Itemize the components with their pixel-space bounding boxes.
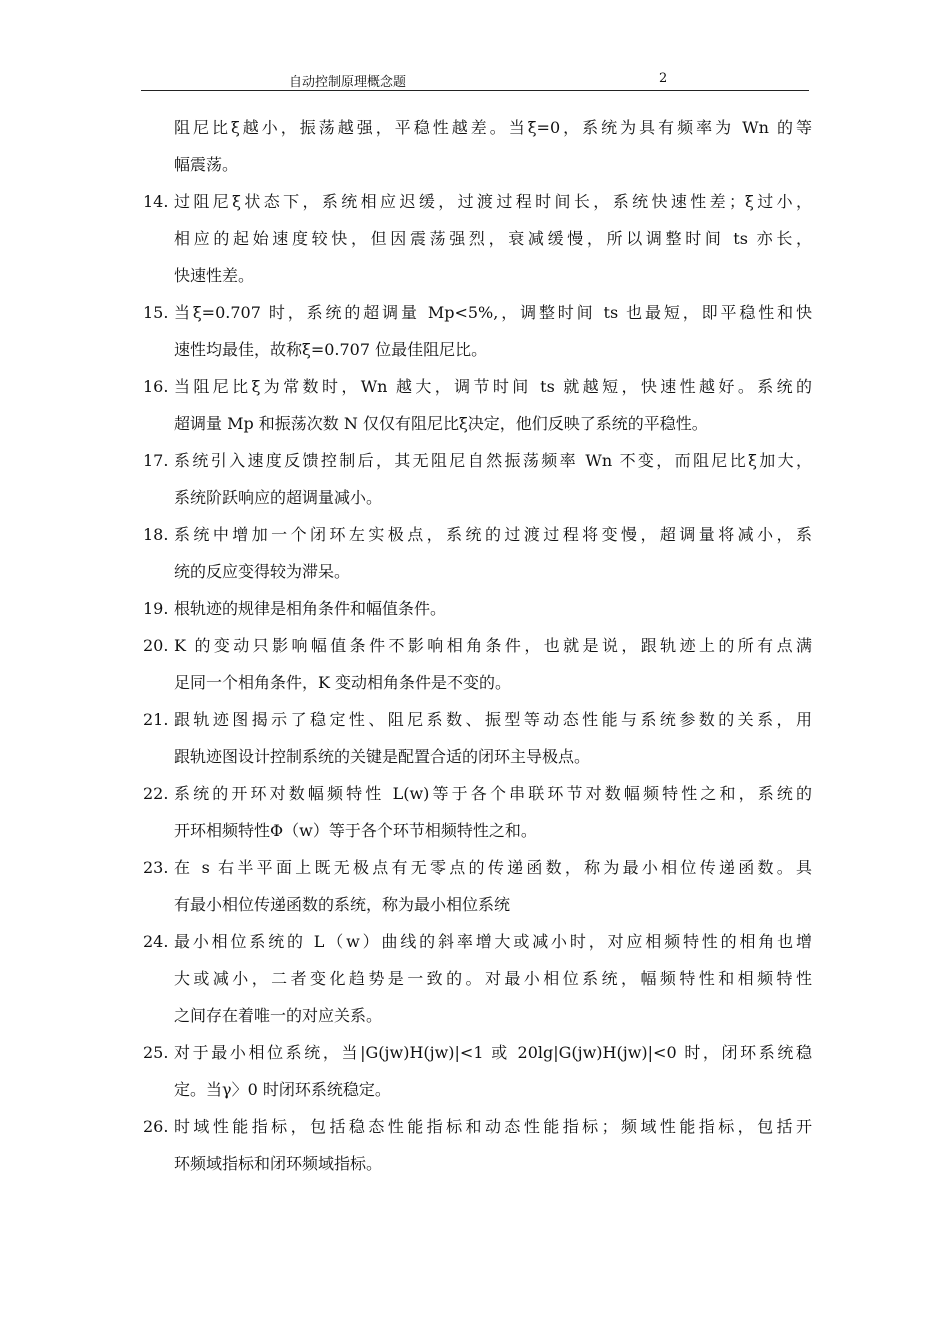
header-title: 自动控制原理概念题	[289, 75, 407, 90]
list-item-21	[140, 705, 812, 772]
text-line: 足同一个相角条件，K 变动相角条件是不变的。	[174, 673, 512, 692]
list-item-22	[140, 779, 812, 846]
item-number: 24.	[143, 932, 169, 951]
text-line: 当阻尼比ξ为常数时，Wn 越大，调节时间 ts 就越短，快速性越好。系统的	[174, 377, 812, 396]
text-line: 在 s 右半平面上既无极点有无零点的传递函数，称为最小相位传递函数。具	[174, 858, 812, 877]
text-line: 定。当γ〉0 时闭环系统稳定。	[174, 1080, 391, 1099]
text-line: 相应的起始速度较快，但因震荡强烈，衰减缓慢，所以调整时间 ts 亦长，	[174, 229, 812, 248]
text-line: 跟轨迹图揭示了稳定性、阻尼系数、振型等动态性能与系统参数的关系，用	[174, 710, 812, 729]
text-line: 时域性能指标，包括稳态性能指标和动态性能指标；频域性能指标，包括开	[174, 1117, 812, 1136]
paragraph-continuation	[140, 113, 812, 180]
text-line: 系统中增加一个闭环左实极点，系统的过渡过程将变慢，超调量将减小，系	[174, 525, 812, 544]
item-number: 16.	[143, 377, 169, 396]
item-number: 20.	[143, 636, 169, 655]
list-item-24	[140, 927, 812, 1031]
item-number: 22.	[143, 784, 169, 803]
item-number: 15.	[143, 303, 169, 322]
text-line: 当ξ=0.707 时，系统的超调量 Mp<5%,，调整时间 ts 也最短，即平稳性和快	[174, 303, 812, 322]
text-line: 系统阶跃响应的超调量减小。	[174, 488, 383, 507]
text-line: 快速性差。	[174, 266, 255, 285]
text-line: 开环相频特性Φ（w）等于各个环节相频特性之和。	[174, 821, 537, 840]
item-number: 14.	[143, 192, 169, 211]
item-number: 17.	[143, 451, 169, 470]
text-line: 统的反应变得较为滞呆。	[174, 562, 351, 581]
text-line: 之间存在着唯一的对应关系。	[174, 1006, 383, 1025]
text-line: 系统的开环对数幅频特性 L(w)等于各个串联环节对数幅频特性之和，系统的	[174, 784, 812, 803]
text-line: 有最小相位传递函数的系统，称为最小相位系统	[174, 895, 511, 914]
item-number: 21.	[143, 710, 169, 729]
text-line: 速性均最佳，故称ξ=0.707 位最佳阻尼比。	[174, 340, 488, 359]
item-number: 23.	[143, 858, 169, 877]
text-line: 根轨迹的规律是相角条件和幅值条件。	[174, 599, 447, 618]
text-line: 最小相位系统的 L（w）曲线的斜率增大或减小时，对应相频特性的相角也增	[174, 932, 812, 951]
list-item-20	[140, 631, 812, 698]
item-number: 26.	[143, 1117, 169, 1136]
list-item-26	[140, 1112, 812, 1179]
text-line: 过阻尼ξ状态下，系统相应迟缓，过渡过程时间长，系统快速性差；ξ过小，	[174, 192, 812, 211]
list-item-14	[140, 187, 812, 291]
text-line: 幅震荡。	[174, 155, 239, 174]
text-line: 阻尼比ξ越小，振荡越强，平稳性越差。当ξ=0，系统为具有频率为 Wn 的等	[174, 118, 812, 137]
page-header	[141, 68, 809, 91]
text-line: 系统引入速度反馈控制后，其无阻尼自然振荡频率 Wn 不变，而阻尼比ξ加大，	[174, 451, 812, 470]
list-item-15	[140, 298, 812, 365]
text-line: 跟轨迹图设计控制系统的关键是配置合适的闭环主导极点。	[174, 747, 591, 766]
text-line: K 的变动只影响幅值条件不影响相角条件，也就是说，跟轨迹上的所有点满	[174, 636, 812, 655]
text-line: 超调量 Mp 和振荡次数 N 仅仅有阻尼比ξ决定，他们反映了系统的平稳性。	[174, 414, 708, 433]
item-number: 18.	[143, 525, 169, 544]
document-body	[140, 113, 812, 1179]
list-item-23	[140, 853, 812, 920]
text-line: 环频域指标和闭环频域指标。	[174, 1154, 383, 1173]
list-item-18	[140, 520, 812, 587]
text-line: 大或减小，二者变化趋势是一致的。对最小相位系统，幅频特性和相频特性	[174, 969, 812, 988]
text-line: 对于最小相位系统，当|G(jw)H(jw)|<1 或 20lg|G(jw)H(jw)|<0 时，闭环系统稳	[174, 1043, 812, 1062]
list-item-25	[140, 1038, 812, 1105]
item-number: 25.	[143, 1043, 169, 1062]
list-item-19	[140, 594, 812, 624]
list-item-16	[140, 372, 812, 439]
list-item-17	[140, 446, 812, 513]
page-number: 2	[659, 71, 668, 86]
item-number: 19.	[143, 599, 169, 618]
